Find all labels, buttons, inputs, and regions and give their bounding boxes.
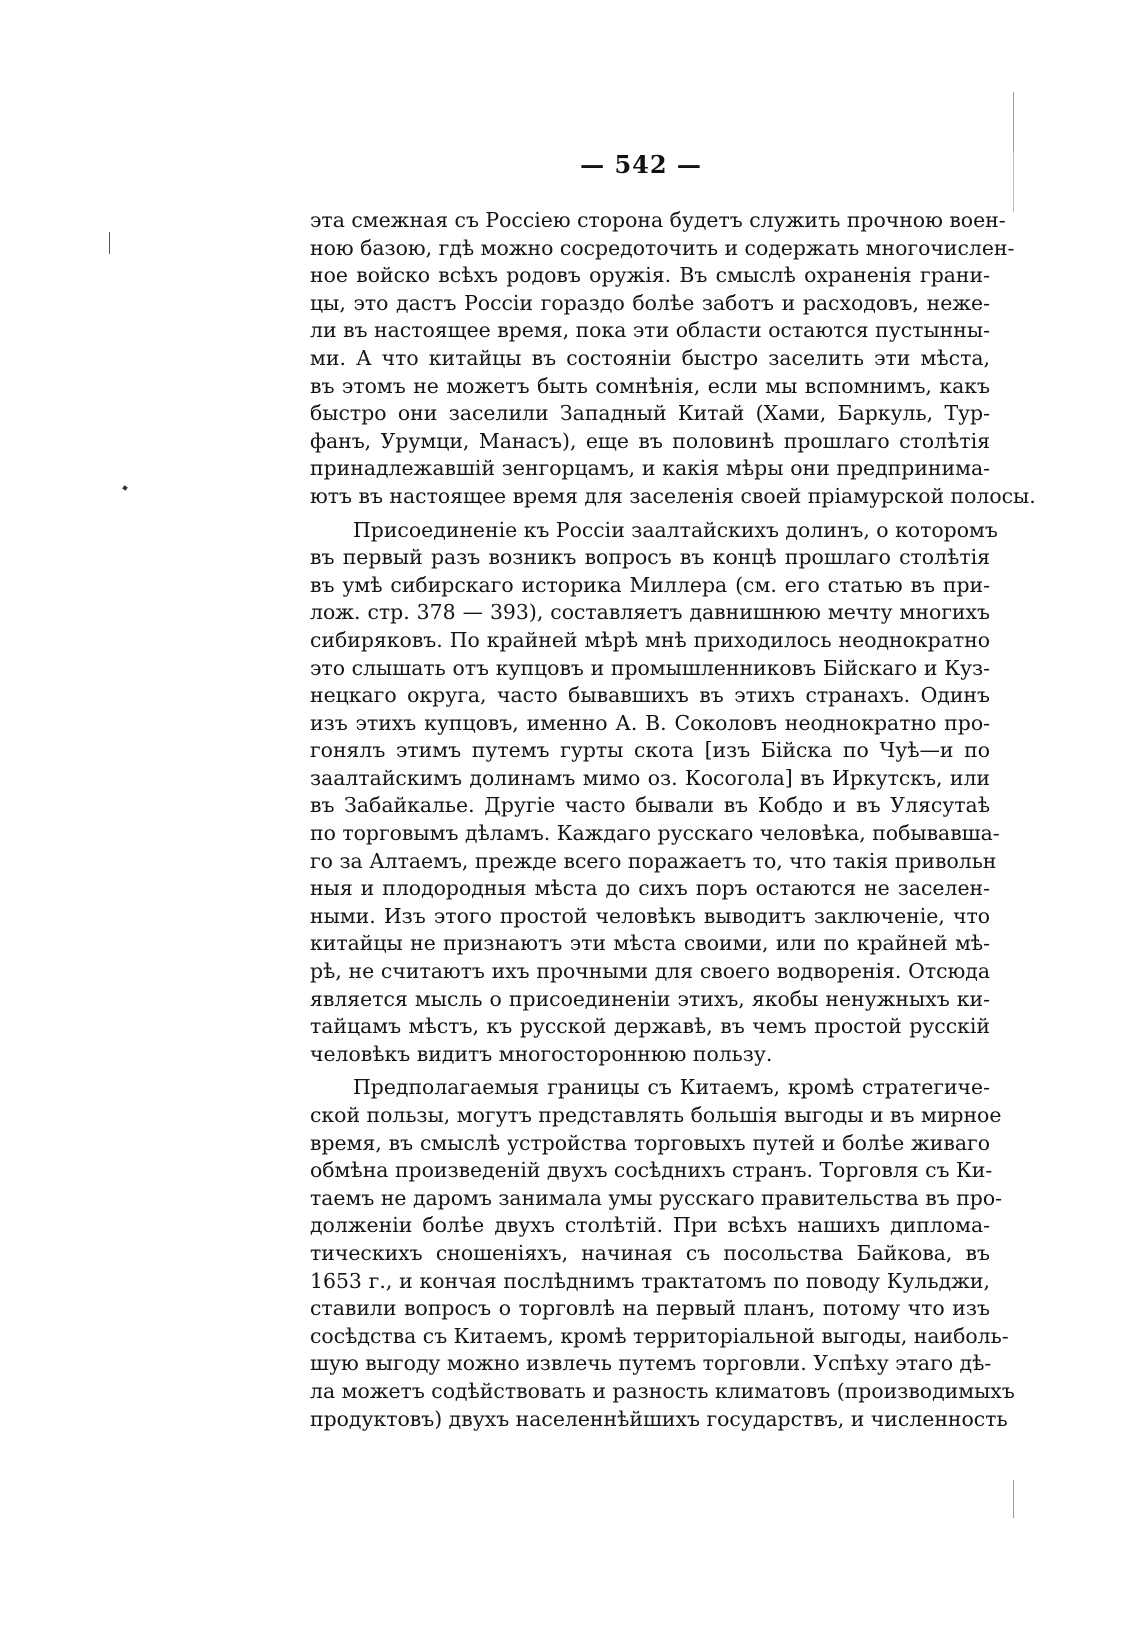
text-line: ною базою, гдѣ можно сосредоточить и содержать многочислен-	[310, 235, 1015, 260]
scan-edge-line	[1013, 1480, 1014, 1518]
text-line: въ Забайкалье. Другіе часто бывали въ Кобдо и въ Улясутаѣ	[310, 793, 990, 818]
scan-edge-line	[1013, 92, 1014, 152]
paragraph-start-line: Присоединеніе къ Россіи заалтайскихъ долинъ, о которомъ	[353, 517, 998, 542]
text-line: сибиряковъ. По крайней мѣрѣ мнѣ приходилось неоднократно	[310, 627, 990, 652]
scan-speck	[122, 485, 128, 491]
text-line: быстро они заселили Западный Китай (Хами, Баркуль, Тур-	[310, 401, 990, 426]
text-line: эта смежная съ Россіею сторона будетъ служить прочною воен-	[310, 208, 1006, 232]
paragraph-start-line: Предполагаемыя границы съ Китаемъ, кромѣ стратегиче-	[353, 1075, 990, 1100]
text-line: продуктовъ) двухъ населеннѣйшихъ государствъ, и численность	[310, 1406, 1008, 1431]
text-line: тайцамъ мѣстъ, къ русской державѣ, въ чемъ простой русскій	[310, 1014, 990, 1039]
text-line: ставили вопросъ о торговлѣ на первый планъ, потому что изъ	[310, 1296, 990, 1321]
text-line: китайцы не признаютъ эти мѣста своими, или по крайней мѣ-	[310, 931, 990, 956]
text-line: тическихъ сношеніяхъ, начиная съ посольства Байкова, въ	[310, 1240, 990, 1265]
text-line: время, въ смыслѣ устройства торговыхъ путей и болѣе живаго	[310, 1130, 990, 1155]
text-line: изъ этихъ купцовъ, именно А. В. Соколовъ неоднократно про-	[310, 710, 990, 735]
text-line: ской пользы, могутъ представлять большія выгоды и въ мирное	[310, 1103, 1002, 1127]
text-line: фанъ, Урумци, Манасъ), еще въ половинѣ прошлаго столѣтія	[310, 428, 990, 453]
text-line: принадлежавшій зенгорцамъ, и какія мѣры они предпринима-	[310, 456, 990, 481]
text-line: таемъ не даромъ занимала умы русскаго правительства въ про-	[310, 1185, 1003, 1210]
text-line: заалтайскимъ долинамъ мимо оз. Косогола] въ Иркутскъ, или	[310, 765, 990, 790]
text-line: цы, это дастъ Россіи гораздо болѣе заботъ и расходовъ, неже-	[310, 290, 990, 315]
text-line: лож. стр. 378 — 393), составляетъ давнишнюю мечту многихъ	[310, 600, 990, 625]
text-line: въ первый разъ возникъ вопросъ въ концѣ прошлаго столѣтія	[310, 545, 990, 570]
text-line: долженіи болѣе двухъ столѣтій. При всѣхъ нашихъ диплома-	[310, 1213, 990, 1238]
text-line: это слышать отъ купцовъ и промышленниковъ Бійскаго и Куз-	[310, 655, 990, 680]
text-line: по торговымъ дѣламъ. Каждаго русскаго человѣка, побывавша-	[310, 821, 1000, 846]
text-line: человѣкъ видитъ многостороннюю пользу.	[310, 1041, 773, 1066]
text-line: ли въ настоящее время, пока эти области остаются пустынны-	[310, 318, 990, 343]
text-line: шую выгоду можно извлечь путемъ торговли. Успѣху этаго дѣ-	[310, 1351, 992, 1376]
text-line: рѣ, не считаютъ ихъ прочными для своего водворенія. Отсюда	[310, 959, 990, 984]
scan-edge-line	[109, 232, 110, 254]
body-text	[310, 207, 1036, 1433]
text-line: ла можетъ содѣйствовать и разность климатовъ (производимыхъ	[310, 1378, 1015, 1403]
text-line: ное войско всѣхъ родовъ оружія. Въ смыслѣ охраненія грани-	[310, 263, 990, 288]
text-line: ными. Изъ этого простой человѣкъ выводитъ заключеніе, что	[310, 903, 990, 928]
text-line: ми. А что китайцы въ состояніи быстро заселить эти мѣста,	[310, 345, 990, 370]
text-line: го за Алтаемъ, прежде всего поражаетъ то, что такія привольн	[310, 848, 997, 873]
text-line: является мысль о присоединеніи этихъ, якобы ненужныхъ ки-	[310, 986, 990, 1011]
text-line: нецкаго округа, часто бывавшихъ въ этихъ странахъ. Одинъ	[310, 683, 990, 708]
text-line: гонялъ этимъ путемъ гурты скота [изъ Бійска по Чуѣ—и по	[310, 738, 990, 763]
page-number: — 542 —	[580, 150, 702, 179]
text-line: ныя и плодородныя мѣста до сихъ поръ остаются не заселен-	[310, 876, 990, 901]
text-line: въ этомъ не можетъ быть сомнѣнія, если мы вспомнимъ, какъ	[310, 373, 990, 398]
text-line: сосѣдства съ Китаемъ, кромѣ территоріальной выгоды, наиболь-	[310, 1323, 1009, 1348]
text-line: обмѣна произведеній двухъ сосѣднихъ странъ. Торговля съ Ки-	[310, 1158, 993, 1183]
text-line: 1653 г., и кончая послѣднимъ трактатомъ по поводу Кульджи,	[310, 1268, 990, 1293]
text-line: ютъ въ настоящее время для заселенія своей пріамурской полосы.	[310, 483, 1036, 508]
text-line: въ умѣ сибирскаго историка Миллера (см. его статью въ при-	[310, 572, 990, 597]
